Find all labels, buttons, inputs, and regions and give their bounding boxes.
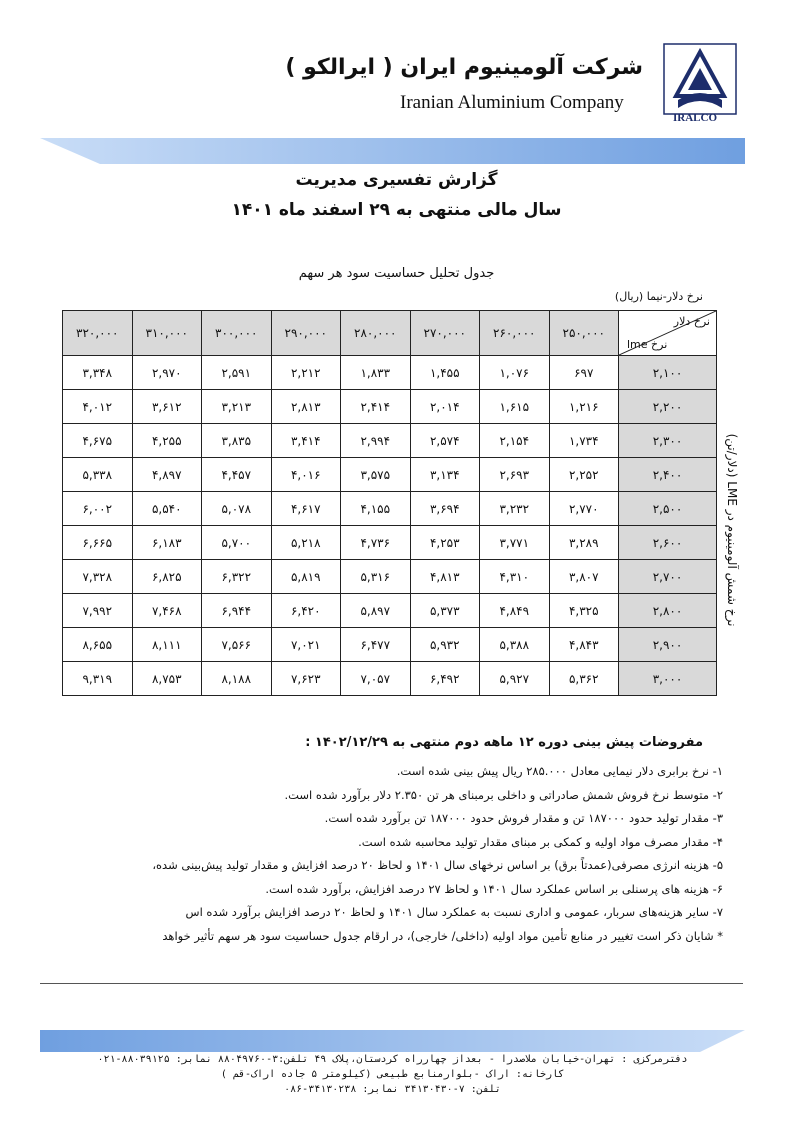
table-cell: ۴,۳۲۵ (549, 594, 619, 628)
table-row (63, 424, 717, 458)
table-cell: ۲,۴۱۴ (341, 390, 411, 424)
table-cell: ۷,۹۹۲ (63, 594, 133, 628)
table-cell: ۴,۶۱۷ (271, 492, 341, 526)
table-cell: ۳,۱۳۴ (410, 458, 480, 492)
table-cell: ۴,۸۹۷ (132, 458, 202, 492)
table-cell: ۸,۱۱۱ (132, 628, 202, 662)
assumption-item: * شایان ذکر است تغییر در منابع تأمین مواد اولیه (داخلی/ خارجی)، در ارقام جدول حساسیت سود هر سهم تأثیر خواهد (162, 928, 723, 943)
table-cell: ۷,۳۲۸ (63, 560, 133, 594)
table-cell: ۵,۳۶۲ (549, 662, 619, 696)
table-row (63, 594, 717, 628)
assumption-item: ۳- مقدار تولید حدود ۱۸۷۰۰۰ تن و مقدار فروش حدود ۱۸۷۰۰۰ تن برآورد شده است. (324, 811, 723, 825)
table-cell: ۳,۸۰۷ (549, 560, 619, 594)
table-cell: ۵,۳۸۸ (480, 628, 550, 662)
table-cell: ۱,۶۱۵ (480, 390, 550, 424)
row-header-lme-rate: ۲,۳۰۰ (619, 424, 717, 458)
column-header: ۲۶۰,۰۰۰ (480, 311, 550, 356)
table-cell: ۴,۱۵۵ (341, 492, 411, 526)
column-header: ۲۸۰,۰۰۰ (341, 311, 411, 356)
row-header-lme-rate: ۲,۸۰۰ (619, 594, 717, 628)
table-cell: ۶,۰۰۲ (63, 492, 133, 526)
table-cell: ۶,۴۷۷ (341, 628, 411, 662)
footer-line-2: کارخانه: اراک -بلوارمنابع طبیعی (کیلومتر ۵ جاده اراک-قم ) (220, 1069, 565, 1080)
column-header: ۳۱۰,۰۰۰ (132, 311, 202, 356)
table-cell: ۵,۹۲۷ (480, 662, 550, 696)
table-cell: ۲,۶۹۳ (480, 458, 550, 492)
sensitivity-table (62, 310, 717, 696)
report-title: گزارش تفسیری مدیریت (295, 170, 498, 190)
table-cell: ۵,۵۴۰ (132, 492, 202, 526)
row-header-lme-rate: ۲,۷۰۰ (619, 560, 717, 594)
table-cell: ۷,۰۵۷ (341, 662, 411, 696)
table-cell: ۴,۴۵۷ (202, 458, 272, 492)
table-cell: ۶,۳۲۲ (202, 560, 272, 594)
table-cell: ۲,۱۵۴ (480, 424, 550, 458)
table-cell: ۳,۶۹۴ (410, 492, 480, 526)
table-row (63, 458, 717, 492)
assumption-item: ۵- هزینه انرژی مصرفی(عمدتاً برق) بر اساس نرخهای سال ۱۴۰۱ و لحاظ ۲۰ درصد افزایش و مقدار تولید پیش‌بینی شده، (152, 858, 723, 872)
table-cell: ۶,۱۸۳ (132, 526, 202, 560)
table-cell: ۳,۴۱۴ (271, 424, 341, 458)
column-header: ۲۵۰,۰۰۰ (549, 311, 619, 356)
table-cell: ۵,۳۳۸ (63, 458, 133, 492)
table-row (63, 628, 717, 662)
company-name-en: Iranian Aluminium Company (400, 92, 624, 113)
footer-line-3: تلفن: ۷-۳۴۱۳۰۴۳۰ نمابر: ۳۴۱۳۰۲۳۸-۰۸۶ (284, 1084, 501, 1095)
table-cell: ۲,۲۱۲ (271, 356, 341, 390)
row-header-lme-rate: ۲,۴۰۰ (619, 458, 717, 492)
table-cell: ۷,۶۲۳ (271, 662, 341, 696)
table-cell: ۱,۰۷۶ (480, 356, 550, 390)
corner-top-label: نرخ دلار (673, 315, 710, 328)
assumption-item: ۲- متوسط نرخ فروش شمش صادراتی و داخلی برمبنای هر تن ۲.۳۵۰ دلار برآورد شده است. (284, 787, 723, 802)
table-cell: ۶,۴۲۰ (271, 594, 341, 628)
table-cell: ۳,۳۴۸ (63, 356, 133, 390)
table-cell: ۳,۲۳۲ (480, 492, 550, 526)
corner-bottom-label: نرخ lme (627, 338, 668, 351)
table-row (63, 492, 717, 526)
column-header: ۲۹۰,۰۰۰ (271, 311, 341, 356)
assumption-item: ۱- نرخ برابری دلار نیمایی معادل ۲۸۵.۰۰۰ ریال پیش بینی شده است. (396, 764, 723, 778)
table-cell: ۶۹۷ (549, 356, 619, 390)
table-cell: ۷,۵۶۶ (202, 628, 272, 662)
table-row (63, 526, 717, 560)
table-caption: جدول تحلیل حساسیت سود هر سهم (298, 266, 495, 281)
logo-text: IRALCO (673, 112, 718, 124)
table-cell: ۳,۲۸۹ (549, 526, 619, 560)
footer-address (40, 1052, 745, 1097)
header-band (40, 138, 745, 164)
table-cell: ۵,۰۷۸ (202, 492, 272, 526)
table-cell: ۲,۹۹۴ (341, 424, 411, 458)
table-cell: ۹,۳۱۹ (63, 662, 133, 696)
table-cell: ۵,۳۷۳ (410, 594, 480, 628)
table-cell: ۶,۹۴۴ (202, 594, 272, 628)
table-cell: ۷,۴۶۸ (132, 594, 202, 628)
table-unit: نرخ دلار-نیما (ریال) (614, 290, 703, 303)
table-cell: ۸,۷۵۳ (132, 662, 202, 696)
table-cell: ۲,۵۹۱ (202, 356, 272, 390)
column-header: ۲۷۰,۰۰۰ (410, 311, 480, 356)
assumption-item: ۶- هزینه های پرسنلی بر اساس عملکرد سال ۱۴۰۱ و لحاظ ۲۷ درصد افزایش، برآورد شده است. (265, 881, 723, 896)
table-cell: ۳,۵۷۵ (341, 458, 411, 492)
table-cell: ۴,۸۱۳ (410, 560, 480, 594)
table-cell: ۴,۳۱۰ (480, 560, 550, 594)
column-header: ۳۲۰,۰۰۰ (63, 311, 133, 356)
assumptions-title: مفروضات پیش بینی دوره ۱۲ ماهه دوم منتهی به ۱۴۰۲/۱۲/۲۹ : (305, 735, 703, 750)
table-cell: ۵,۳۱۶ (341, 560, 411, 594)
table-cell: ۶,۶۶۵ (63, 526, 133, 560)
table-cell: ۸,۶۵۵ (63, 628, 133, 662)
table-cell: ۷,۰۲۱ (271, 628, 341, 662)
table-cell: ۲,۲۵۲ (549, 458, 619, 492)
table-row (63, 560, 717, 594)
table-cell: ۱,۲۱۶ (549, 390, 619, 424)
row-header-lme-rate: ۲,۵۰۰ (619, 492, 717, 526)
footer-band (40, 1030, 745, 1052)
table-cell: ۲,۰۱۴ (410, 390, 480, 424)
table-cell: ۴,۲۵۳ (410, 526, 480, 560)
company-name-fa: شرکت آلومینیوم ایران ( ایرالکو ) (285, 55, 643, 80)
table-cell: ۴,۸۴۹ (480, 594, 550, 628)
table-cell: ۴,۰۱۶ (271, 458, 341, 492)
assumption-item: ۷- سایر هزینه‌های سربار، عمومی و اداری نسبت به عملکرد سال ۱۴۰۱ و لحاظ ۲۰ درصد افزایش برآورد شده اس (185, 905, 723, 919)
column-header: ۳۰۰,۰۰۰ (202, 311, 272, 356)
row-header-lme-rate: ۲,۲۰۰ (619, 390, 717, 424)
table-cell: ۲,۸۱۳ (271, 390, 341, 424)
row-header-lme-rate: ۲,۶۰۰ (619, 526, 717, 560)
table-cell: ۳,۷۷۱ (480, 526, 550, 560)
table-cell: ۳,۲۱۳ (202, 390, 272, 424)
divider (40, 983, 743, 984)
table-cell: ۵,۲۱۸ (271, 526, 341, 560)
corner-cell (619, 311, 717, 356)
table-cell: ۲,۹۷۰ (132, 356, 202, 390)
table-row (63, 390, 717, 424)
table-cell: ۵,۷۰۰ (202, 526, 272, 560)
row-header-lme-rate: ۳,۰۰۰ (619, 662, 717, 696)
table-cell: ۳,۸۳۵ (202, 424, 272, 458)
table-row (63, 662, 717, 696)
table-cell: ۴,۶۷۵ (63, 424, 133, 458)
assumptions-list (63, 760, 723, 948)
table-cell: ۲,۵۷۴ (410, 424, 480, 458)
table-row (63, 356, 717, 390)
table-cell: ۸,۱۸۸ (202, 662, 272, 696)
table-cell: ۴,۸۴۳ (549, 628, 619, 662)
table-cell: ۵,۸۱۹ (271, 560, 341, 594)
table-cell: ۵,۹۳۲ (410, 628, 480, 662)
table-cell: ۳,۶۱۲ (132, 390, 202, 424)
table-cell: ۶,۴۹۲ (410, 662, 480, 696)
footer-line-1: دفترمرکزی : تهران-خیابان ملاصدرا - بعداز چهارراه کردستان،پلاک ۴۹ تلفن:۳-۸۸۰۴۹۷۶۰ نمابر: ۸۸۰۳۹۱۲۵-۰۲۱ (97, 1054, 688, 1065)
row-header-lme-rate: ۲,۱۰۰ (619, 356, 717, 390)
table-cell: ۱,۴۵۵ (410, 356, 480, 390)
table-cell: ۵,۸۹۷ (341, 594, 411, 628)
report-subtitle: سال مالی منتهی به ۲۹ اسفند ماه ۱۴۰۱ (231, 200, 562, 220)
table-cell: ۱,۸۳۳ (341, 356, 411, 390)
side-label: نرخ شمش آلومینیوم در LME (دلار/تن) (725, 433, 739, 627)
table-cell: ۴,۰۱۲ (63, 390, 133, 424)
table-cell: ۴,۷۳۶ (341, 526, 411, 560)
table-cell: ۴,۲۵۵ (132, 424, 202, 458)
row-header-lme-rate: ۲,۹۰۰ (619, 628, 717, 662)
assumption-item: ۴- مقدار مصرف مواد اولیه و کمکی بر مبنای مقدار تولید محاسبه شده است. (358, 834, 723, 849)
table-cell: ۲,۷۷۰ (549, 492, 619, 526)
table-cell: ۶,۸۲۵ (132, 560, 202, 594)
table-cell: ۱,۷۳۴ (549, 424, 619, 458)
